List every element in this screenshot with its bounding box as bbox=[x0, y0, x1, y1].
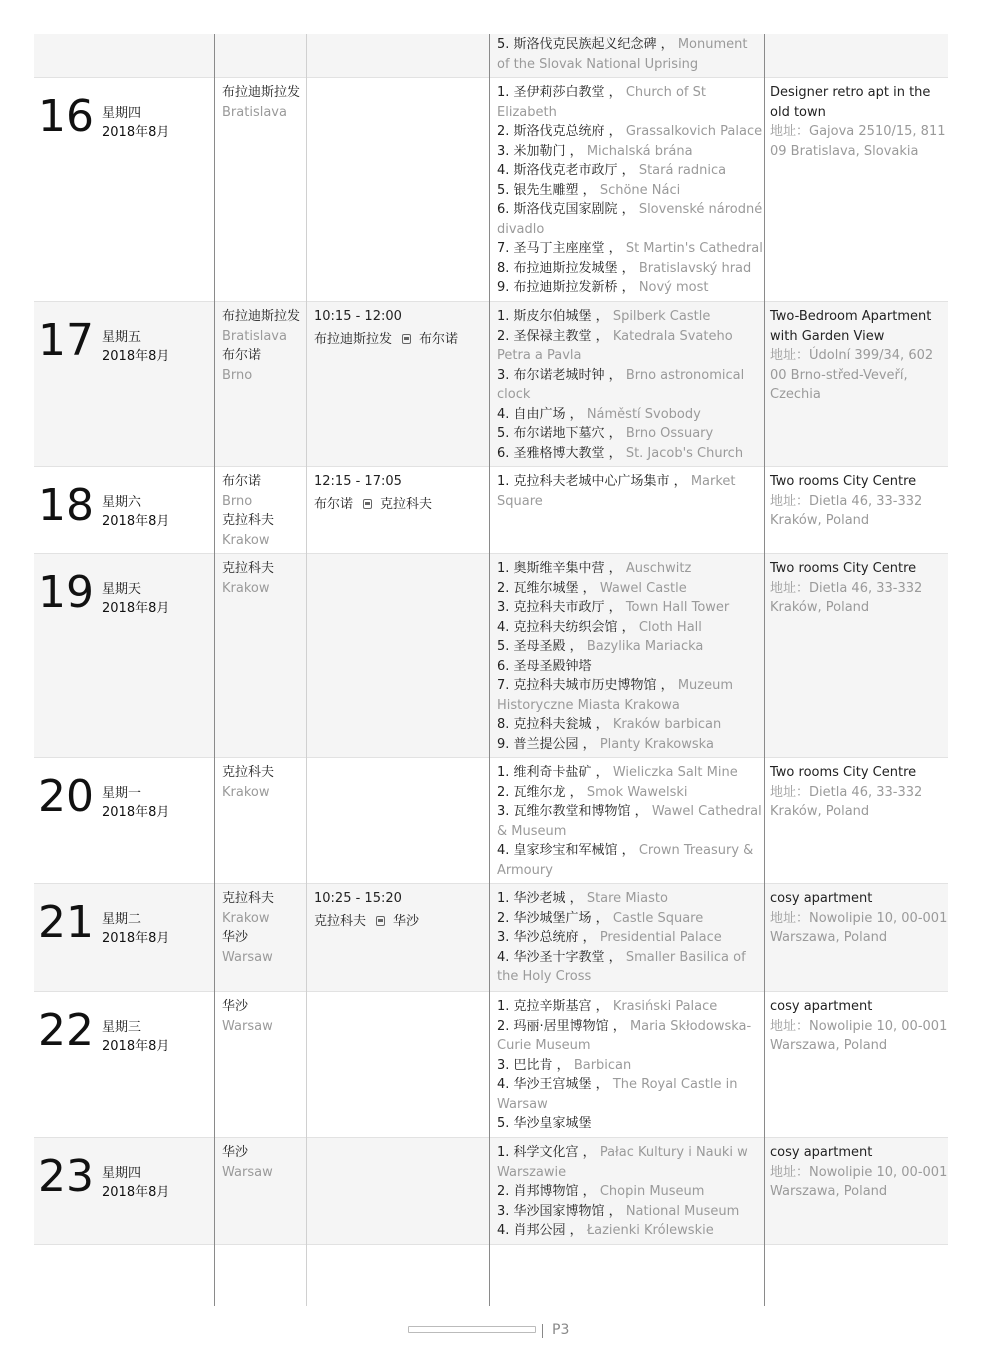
sight-item: 4. 华沙圣十字教堂 ， Smaller Basilica of the Holy Cross bbox=[497, 949, 746, 984]
transport-cell bbox=[307, 884, 489, 991]
sight-item: 2. 华沙城堡广场 ， Castle Square bbox=[497, 910, 704, 926]
day-number: 21 bbox=[38, 897, 94, 948]
sight-item: 3. 布尔诺老城时钟 ， Brno astronomical clock bbox=[497, 367, 745, 402]
page-indicator-separator bbox=[542, 1324, 543, 1338]
date-cell bbox=[34, 1138, 214, 1244]
sight-item: 3. 华沙国家博物馆 ， National Museum bbox=[497, 1203, 740, 1219]
city-cell bbox=[215, 78, 306, 301]
continuation-row bbox=[34, 34, 948, 78]
date-cell bbox=[34, 467, 214, 553]
day-number: 18 bbox=[38, 480, 94, 531]
weekday: 星期五 bbox=[102, 330, 142, 345]
hotel-address: 地址：Dietla 46, 33-332 Kraków, Poland bbox=[770, 493, 923, 528]
day-number: 17 bbox=[38, 315, 94, 366]
hotel-cell bbox=[765, 758, 948, 883]
sight-item: 2. 瓦维尔城堡 ， Wawel Castle bbox=[497, 580, 687, 596]
city-zh: 布尔诺 bbox=[222, 348, 262, 363]
sights-cell bbox=[491, 302, 763, 466]
date-cell bbox=[34, 554, 214, 757]
sights-cell bbox=[491, 1138, 763, 1244]
day-row-19 bbox=[34, 554, 948, 758]
city-cell bbox=[215, 1138, 306, 1244]
city-en: Warsaw bbox=[222, 1018, 273, 1034]
city-cell bbox=[215, 467, 306, 553]
month-year: 2018年8月 bbox=[102, 931, 170, 946]
weekday: 星期一 bbox=[102, 786, 142, 801]
sight-item: 9. 布拉迪斯拉发新桥 ， Nový most bbox=[497, 280, 709, 295]
sight-item: 1. 科学文化宫 ， Pałac Kultury i Nauki w Warszawie bbox=[497, 1145, 748, 1180]
sights-cell bbox=[491, 78, 763, 301]
transport-route: 克拉科夫 华沙 bbox=[314, 913, 420, 929]
transport-route: 布尔诺 克拉科夫 bbox=[314, 496, 433, 512]
date-cell bbox=[34, 758, 214, 883]
city-zh: 克拉科夫 bbox=[222, 891, 275, 906]
date-cell bbox=[34, 992, 214, 1137]
city-en: Warsaw bbox=[222, 1164, 273, 1180]
transport-cell bbox=[307, 758, 489, 883]
city-en: Krakow bbox=[222, 532, 270, 548]
sights-cell bbox=[491, 884, 763, 991]
city-zh: 布尔诺 bbox=[222, 474, 262, 489]
month-year: 2018年8月 bbox=[102, 349, 170, 364]
weekday: 星期二 bbox=[102, 912, 142, 927]
sight-item: 5. 华沙皇家城堡 bbox=[497, 1116, 592, 1131]
weekday: 星期三 bbox=[102, 1020, 142, 1035]
sight-item: 6. 圣雅格博大教堂 ， St. Jacob's Church bbox=[497, 445, 744, 461]
column-divider bbox=[306, 34, 307, 1306]
sight-item: 5. 斯洛伐克民族起义纪念碑 ， Monument of the Slovak National Uprising bbox=[497, 37, 748, 72]
sight-item: 3. 巴比肯 ， Barbican bbox=[497, 1057, 632, 1073]
city-zh: 克拉科夫 bbox=[222, 561, 275, 576]
empty-row bbox=[34, 1245, 948, 1306]
hotel-name: cosy apartment bbox=[770, 999, 873, 1014]
bus-icon bbox=[376, 916, 385, 926]
hotel-name: cosy apartment bbox=[770, 1145, 873, 1160]
hotel-address: 地址：Nowolipie 10, 00-001 Warszawa, Poland bbox=[770, 1018, 948, 1053]
hotel-cell bbox=[765, 884, 948, 991]
weekday: 星期四 bbox=[102, 106, 142, 121]
city-cell bbox=[215, 302, 306, 466]
city-cell bbox=[215, 884, 306, 991]
day-row-18 bbox=[34, 467, 948, 554]
city-en: Krakow bbox=[222, 580, 270, 596]
hotel-address: 地址：Nowolipie 10, 00-001 Warszawa, Poland bbox=[770, 910, 948, 945]
hotel-address: 地址：Dietla 46, 33-332 Kraków, Poland bbox=[770, 580, 923, 615]
sight-item: 1. 华沙老城 ， Stare Miasto bbox=[497, 891, 668, 906]
sights-cell bbox=[491, 992, 763, 1137]
itinerary-table bbox=[34, 34, 948, 1306]
sight-item: 5. 圣母圣殿 ， Bazylika Mariacka bbox=[497, 639, 704, 654]
city-zh: 布拉迪斯拉发 bbox=[222, 309, 301, 324]
column-divider bbox=[214, 34, 215, 1306]
sight-item: 1. 斯皮尔伯城堡 ， Spilberk Castle bbox=[497, 309, 711, 324]
city-en: Bratislava bbox=[222, 328, 287, 344]
sight-item: 2. 肖邦博物馆 ， Chopin Museum bbox=[497, 1184, 705, 1199]
sights-cell bbox=[491, 467, 763, 553]
column-divider bbox=[489, 34, 490, 1306]
city-en: Warsaw bbox=[222, 949, 273, 965]
day-number: 22 bbox=[38, 1005, 94, 1056]
hotel-cell bbox=[765, 467, 948, 553]
sight-item: 5. 布尔诺地下墓穴 ， Brno Ossuary bbox=[497, 426, 714, 441]
sight-item: 1. 维利奇卡盐矿 ， Wieliczka Salt Mine bbox=[497, 765, 738, 780]
hotel-cell bbox=[765, 78, 948, 301]
sight-item: 3. 瓦维尔教堂和博物馆 ， Wawel Cathedral & Museum bbox=[497, 804, 762, 839]
city-cell bbox=[215, 758, 306, 883]
sight-item: 7. 克拉科夫城市历史博物馆 ， Muzeum Historyczne Miasta Krakowa bbox=[497, 678, 733, 713]
sight-item: 6. 斯洛伐克国家剧院 ， Slovenské národné divadlo bbox=[497, 202, 763, 237]
day-row-17 bbox=[34, 302, 948, 467]
sight-item: 2. 玛丽·居里博物馆 ， Maria Skłodowska-Curie Museum bbox=[497, 1018, 752, 1053]
transport-cell bbox=[307, 78, 489, 301]
sight-item: 4. 肖邦公园 ， Łazienki Królewskie bbox=[497, 1223, 714, 1238]
hotel-cell bbox=[765, 554, 948, 757]
day-number: 19 bbox=[38, 567, 94, 618]
hotel-cell bbox=[765, 1138, 948, 1244]
hotel-name: Two-Bedroom Apartment with Garden View bbox=[770, 309, 932, 344]
sight-item: 1. 克拉科夫老城中心广场集市 ， Market Square bbox=[497, 474, 736, 509]
transport-time: 12:15 - 17:05 bbox=[314, 474, 402, 489]
day-number: 23 bbox=[38, 1151, 94, 1202]
city-en: Bratislava bbox=[222, 104, 287, 120]
city-cell bbox=[215, 992, 306, 1137]
page-number: P3 bbox=[552, 1322, 570, 1338]
city-zh: 克拉科夫 bbox=[222, 765, 275, 780]
transport-route: 布拉迪斯拉发 布尔诺 bbox=[314, 331, 459, 347]
city-zh: 华沙 bbox=[222, 930, 249, 945]
city-zh: 华沙 bbox=[222, 1145, 249, 1160]
sight-item: 3. 克拉科夫市政厅 ， Town Hall Tower bbox=[497, 600, 730, 615]
hotel-address: 地址：Dietla 46, 33-332 Kraków, Poland bbox=[770, 784, 923, 819]
date-cell bbox=[34, 78, 214, 301]
city-zh: 克拉科夫 bbox=[222, 513, 275, 528]
transport-cell bbox=[307, 554, 489, 757]
day-row-20 bbox=[34, 758, 948, 884]
city-en: Brno bbox=[222, 367, 253, 383]
transport-cell bbox=[307, 467, 489, 553]
day-row-21 bbox=[34, 884, 948, 992]
bus-icon bbox=[363, 499, 372, 509]
transport-cell bbox=[307, 302, 489, 466]
month-year: 2018年8月 bbox=[102, 1185, 170, 1200]
sight-item: 8. 布拉迪斯拉发城堡 ， Bratislavský hrad bbox=[497, 260, 752, 276]
transport-time: 10:15 - 12:00 bbox=[314, 309, 402, 324]
city-en: Krakow bbox=[222, 784, 270, 800]
month-year: 2018年8月 bbox=[102, 514, 170, 529]
sight-item: 1. 克拉辛斯基宫 ， Krasiński Palace bbox=[497, 999, 718, 1014]
sight-item: 4. 皇家珍宝和军械馆 ， Crown Treasury & Armoury bbox=[497, 843, 754, 878]
sight-item: 1. 奥斯维辛集中营 ， Auschwitz bbox=[497, 561, 692, 576]
transport-cell bbox=[307, 1138, 489, 1244]
day-number: 16 bbox=[38, 91, 94, 142]
sight-item: 2. 圣保禄主教堂 ， Katedrala Svateho Petra a Pavla bbox=[497, 328, 733, 363]
hotel-name: cosy apartment bbox=[770, 891, 873, 906]
sight-item: 8. 克拉科夫瓮城 ， Kraków barbican bbox=[497, 717, 722, 732]
sight-item: 4. 华沙王宫城堡 ， The Royal Castle in Warsaw bbox=[497, 1077, 738, 1112]
city-zh: 华沙 bbox=[222, 999, 249, 1014]
hotel-name: Two rooms City Centre bbox=[770, 474, 917, 489]
city-en: Krakow bbox=[222, 910, 270, 926]
sight-item: 1. 圣伊莉莎白教堂 ， Church of St Elizabeth bbox=[497, 85, 706, 120]
hotel-cell bbox=[765, 302, 948, 466]
hotel-address: 地址：Údolní 399/34, 602 00 Brno-střed-Veveří, Czechia bbox=[770, 348, 934, 402]
weekday: 星期天 bbox=[102, 582, 142, 597]
sight-item: 3. 华沙总统府 ， Presidential Palace bbox=[497, 930, 722, 945]
weekday: 星期四 bbox=[102, 1166, 142, 1181]
sight-item: 7. 圣马丁主座座堂 ， St Martin's Cathedral bbox=[497, 241, 763, 256]
date-cell bbox=[34, 884, 214, 991]
month-year: 2018年8月 bbox=[102, 601, 170, 616]
bus-icon bbox=[402, 334, 411, 344]
date-cell bbox=[34, 302, 214, 466]
day-row-23 bbox=[34, 1138, 948, 1245]
sight-item: 4. 自由广场 ， Náměstí Svobody bbox=[497, 406, 701, 422]
sight-item: 4. 克拉科夫纺织会馆 ， Cloth Hall bbox=[497, 619, 702, 635]
sight-item: 2. 斯洛伐克总统府 ， Grassalkovich Palace bbox=[497, 124, 763, 139]
hotel-name: Two rooms City Centre bbox=[770, 561, 917, 576]
city-zh: 布拉迪斯拉发 bbox=[222, 85, 301, 100]
transport-time: 10:25 - 15:20 bbox=[314, 891, 402, 906]
city-en: Brno bbox=[222, 493, 253, 509]
month-year: 2018年8月 bbox=[102, 125, 170, 140]
sights-cell bbox=[491, 554, 763, 757]
hotel-address: 地址：Gajova 2510/15, 811 09 Bratislava, Slovakia bbox=[770, 124, 946, 159]
page-indicator-bar bbox=[408, 1326, 536, 1333]
column-divider bbox=[764, 34, 765, 1306]
sights-cell bbox=[491, 34, 763, 77]
transport-cell bbox=[307, 992, 489, 1137]
sight-item: 4. 斯洛伐克老市政厅 ， Stará radnica bbox=[497, 163, 727, 178]
sight-item: 9. 普兰提公园 ， Planty Krakowska bbox=[497, 736, 714, 752]
day-number: 20 bbox=[38, 771, 94, 822]
weekday: 星期六 bbox=[102, 495, 142, 510]
sight-item: 5. 银先生雕塑 ， Schöne Náci bbox=[497, 182, 681, 198]
month-year: 2018年8月 bbox=[102, 1039, 170, 1054]
hotel-cell bbox=[765, 992, 948, 1137]
hotel-name: Two rooms City Centre bbox=[770, 765, 917, 780]
hotel-address: 地址：Nowolipie 10, 00-001 Warszawa, Poland bbox=[770, 1164, 948, 1199]
day-row-22 bbox=[34, 992, 948, 1138]
sight-item: 3. 米加勒门 ， Michalská brána bbox=[497, 143, 693, 159]
sight-item: 6. 圣母圣殿钟塔 bbox=[497, 658, 592, 674]
sights-cell bbox=[491, 758, 763, 883]
sight-item: 2. 瓦维尔龙 ， Smok Wawelski bbox=[497, 784, 688, 800]
hotel-name: Designer retro apt in the old town bbox=[770, 85, 931, 120]
day-row-16 bbox=[34, 78, 948, 302]
city-cell bbox=[215, 554, 306, 757]
month-year: 2018年8月 bbox=[102, 805, 170, 820]
